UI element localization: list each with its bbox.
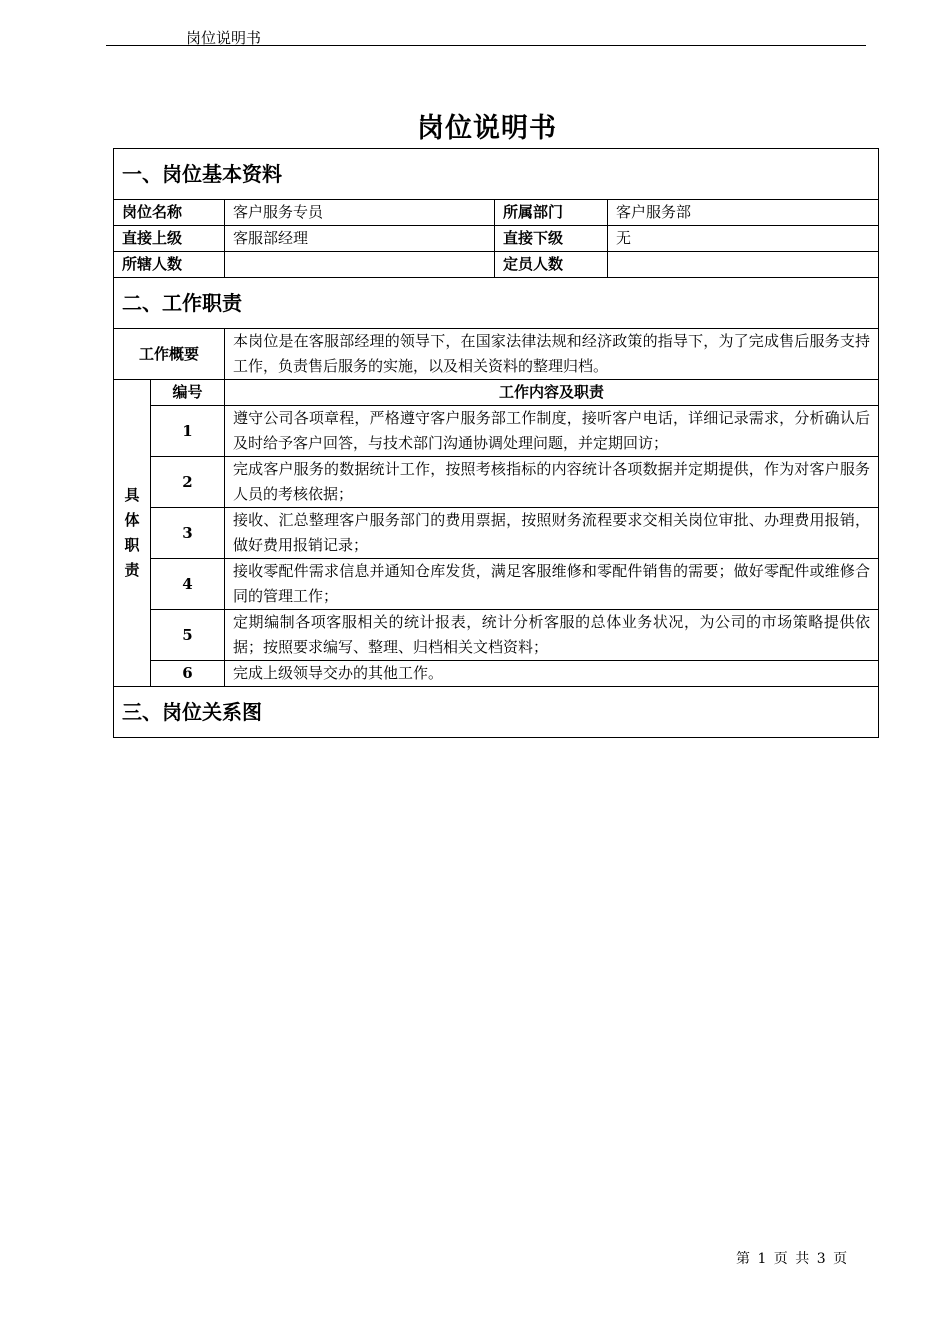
- label-direct-superior: 直接上级: [114, 226, 225, 252]
- col-header-number: 编号: [151, 380, 225, 406]
- duty-number: 1: [151, 406, 225, 457]
- value-position-name: 客户服务专员: [225, 200, 495, 226]
- duty-number: 4: [151, 559, 225, 610]
- header-rule: [106, 45, 866, 46]
- duty-row: [114, 610, 879, 661]
- label-direct-subordinate: 直接下级: [495, 226, 608, 252]
- document-title: 岗位说明书: [417, 113, 557, 144]
- label-managed-headcount: 所辖人数: [114, 252, 225, 278]
- label-position-name: 岗位名称: [114, 200, 225, 226]
- side-label-char: 具: [124, 486, 140, 504]
- page-footer: 第 1 页 共 3 页: [736, 1251, 848, 1267]
- duty-text: 完成上级领导交办的其他工作。: [225, 661, 879, 687]
- col-header-content: 工作内容及职责: [225, 380, 879, 406]
- basic-info-row: [114, 200, 879, 226]
- side-label-char: 职: [124, 536, 140, 554]
- summary-label: 工作概要: [114, 329, 225, 380]
- section3-heading: 三、岗位关系图: [114, 687, 879, 738]
- label-department: 所属部门: [495, 200, 608, 226]
- basic-info-row: [114, 226, 879, 252]
- duty-row: [114, 508, 879, 559]
- value-department: 客户服务部: [608, 200, 879, 226]
- duty-text: 完成客户服务的数据统计工作，按照考核指标的内容统计各项数据并定期提供，作为对客户服务人员的考核依据；: [225, 457, 879, 508]
- duties-side-label: [114, 380, 151, 687]
- duty-text: 接收、汇总整理客户服务部门的费用票据，按照财务流程要求交相关岗位审批、办理费用报销，做好费用报销记录；: [225, 508, 879, 559]
- label-staffing-quota: 定员人数: [495, 252, 608, 278]
- duty-row: [114, 457, 879, 508]
- page-header-text: 岗位说明书: [186, 29, 262, 47]
- job-description-table: [113, 148, 879, 738]
- section2-heading: 二、工作职责: [114, 278, 879, 329]
- section3-heading-row: [114, 687, 879, 738]
- side-label-char: 责: [124, 561, 140, 579]
- value-staffing-quota: [608, 252, 879, 278]
- summary-row: [114, 329, 879, 380]
- duty-number: 5: [151, 610, 225, 661]
- duties-header-row: [114, 380, 879, 406]
- value-direct-superior: 客服部经理: [225, 226, 495, 252]
- duty-number: 3: [151, 508, 225, 559]
- duty-number: 6: [151, 661, 225, 687]
- section2-heading-row: [114, 278, 879, 329]
- value-direct-subordinate: 无: [608, 226, 879, 252]
- value-managed-headcount: [225, 252, 495, 278]
- duty-row: [114, 559, 879, 610]
- section1-heading-row: [114, 149, 879, 200]
- duty-row: [114, 406, 879, 457]
- summary-text: 本岗位是在客服部经理的领导下，在国家法律法规和经济政策的指导下，为了完成售后服务支持工作，负责售后服务的实施，以及相关资料的整理归档。: [225, 329, 879, 380]
- duty-text: 定期编制各项客服相关的统计报表，统计分析客服的总体业务状况，为公司的市场策略提供依据；按照要求编写、整理、归档相关文档资料；: [225, 610, 879, 661]
- duty-number: 2: [151, 457, 225, 508]
- duty-row: [114, 661, 879, 687]
- basic-info-row: [114, 252, 879, 278]
- side-label-char: 体: [124, 511, 140, 529]
- duty-text: 接收零配件需求信息并通知仓库发货，满足客服维修和零配件销售的需要；做好零配件或维修合同的管理工作；: [225, 559, 879, 610]
- duty-text: 遵守公司各项章程，严格遵守客户服务部工作制度，接听客户电话，详细记录需求，分析确认后及时给予客户回答，与技术部门沟通协调处理问题，并定期回访；: [225, 406, 879, 457]
- section1-heading: 一、岗位基本资料: [114, 149, 879, 200]
